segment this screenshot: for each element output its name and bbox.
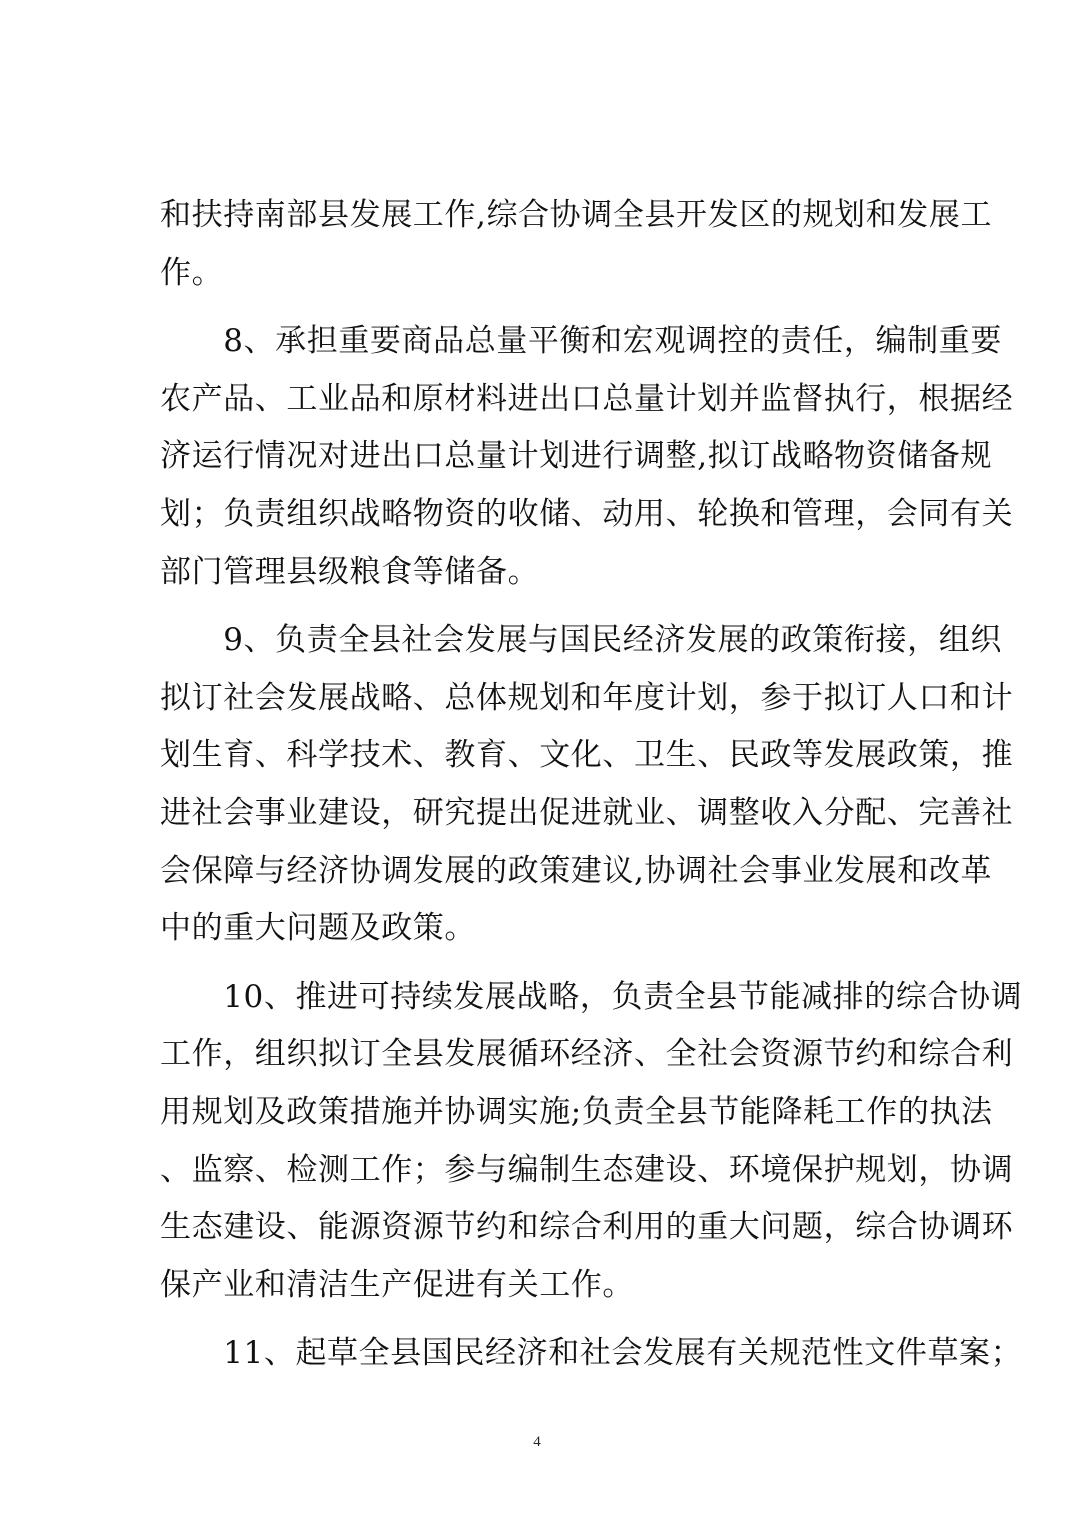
text-line: 、监察、检测工作；参与编制生态建设、环境保护规划，协调 <box>160 1151 1014 1188</box>
text-line: 济运行情况对进出口总量计划进行调整,拟订战略物资储备规 <box>160 438 993 475</box>
text-line: 和扶持南部县发展工作,综合协调全县开发区的规划和发展工 <box>160 197 993 233</box>
text-line: 9、负责全县社会发展与国民经济发展的政策衔接，组织 <box>160 622 1002 659</box>
paragraph-continuation <box>160 187 993 302</box>
text-line: 10、推进可持续发展战略，负责全县节能减排的综合协调 <box>160 978 1023 1015</box>
text-line: 工作，组织拟订全县发展循环经济、全社会资源节约和综合利 <box>160 1036 1014 1073</box>
text-line: 作。 <box>160 254 224 291</box>
text-line: 11、起草全县国民经济和社会发展有关规范性文件草案； <box>160 1335 1023 1372</box>
text-line: 进社会事业建设，研究提出促进就业、调整收入分配、完善社 <box>160 794 1014 831</box>
paragraph-item-11 <box>160 1325 1023 1383</box>
text-line: 部门管理县级粮食等储备。 <box>160 553 540 590</box>
paragraph-item-10 <box>160 969 1023 1315</box>
text-line: 8、承担重要商品总量平衡和宏观调控的责任，编制重要 <box>160 323 1002 360</box>
paragraph-item-8 <box>160 313 1014 601</box>
text-line: 生态建设、能源资源节约和综合利用的重大问题，综合协调环 <box>160 1209 1014 1246</box>
text-line: 保产业和清洁生产促进有关工作。 <box>160 1266 634 1303</box>
text-line: 中的重大问题及政策。 <box>160 910 476 947</box>
text-line: 农产品、工业品和原材料进出口总量计划并监督执行，根据经 <box>160 380 1014 417</box>
paragraph-item-9 <box>160 612 1014 958</box>
text-line: 拟订社会发展战略、总体规划和年度计划，参于拟订人口和计 <box>160 679 1014 716</box>
body-text <box>160 187 1023 1383</box>
text-line: 划；负责组织战略物资的收储、动用、轮换和管理，会同有关 <box>160 495 1014 532</box>
text-line: 用规划及政策措施并协调实施;负责全县节能降耗工作的执法 <box>160 1093 993 1130</box>
page-number: 4 <box>533 1434 541 1450</box>
text-line: 会保障与经济协调发展的政策建议,协调社会事业发展和改革 <box>160 852 993 889</box>
text-line: 划生育、科学技术、教育、文化、卫生、民政等发展政策，推 <box>160 737 1014 774</box>
